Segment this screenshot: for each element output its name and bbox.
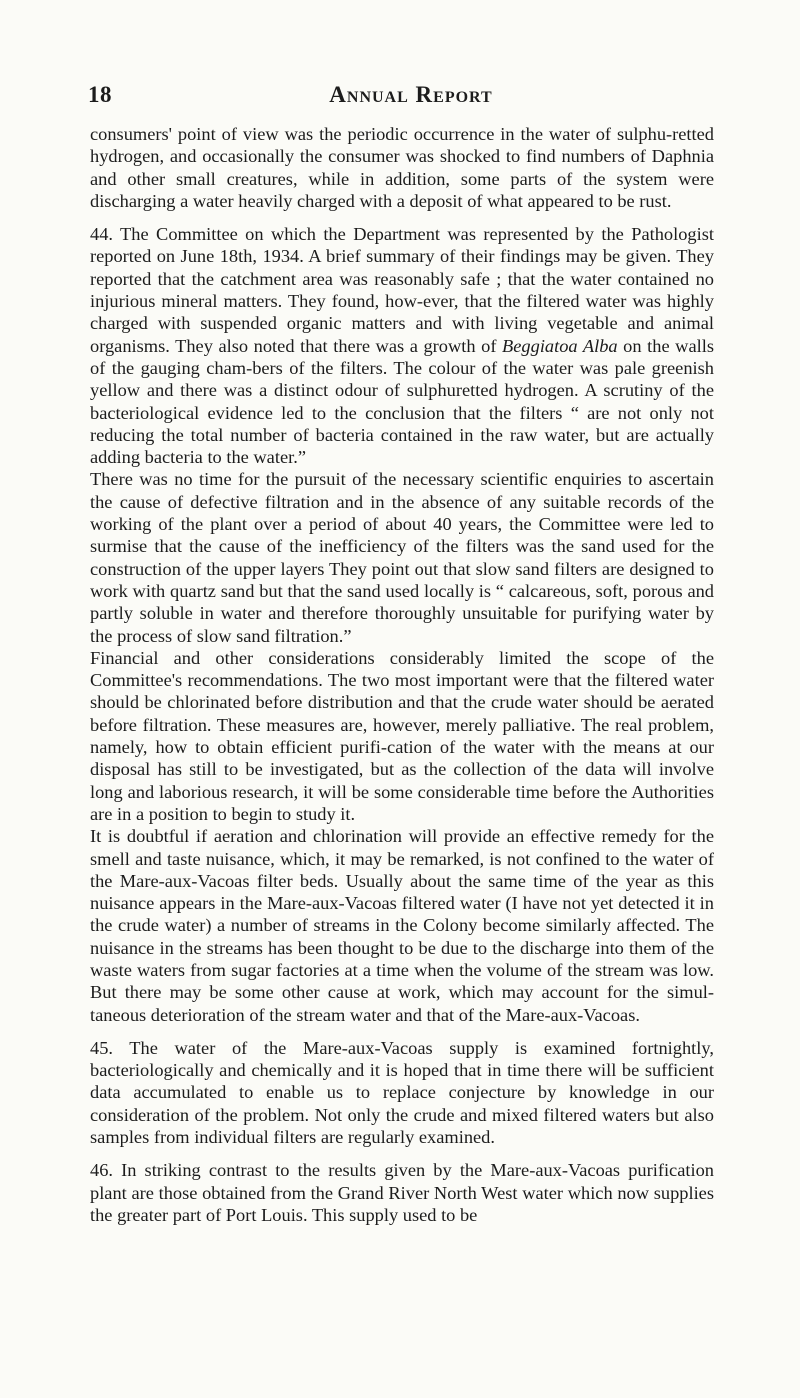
paragraph-44-part-1: 44. The Committee on which the Department was represented by the Pathologist reported on June 18th, 1934. A brief summary of their findings may be given. They reported that the catchment area was reasonably safe ; that the water contained no injurious mineral matters. They found, how-ever, that the filtered water was highly charged with suspended organic matters and with living vegetable and animal organisms. They also noted that there was a growth of <box>90 224 714 356</box>
page-header <box>88 82 714 112</box>
paragraph-continuation: consumers' point of view was the periodic occurrence in the water of sulphu-retted hydrogen, and occasionally the consumer was shocked to find numbers of Daphnia and other small creatures, while in addition, some parts of the system were discharging a water heavily charged with a deposit of what appeared to be rust. <box>90 124 714 211</box>
paragraph-scientific-enquiries: There was no time for the pursuit of the necessary scientific enquiries to ascertain the cause of defective filtration and in the absence of any suitable records of the working of the plant over a period of about 40 years, the Committee were led to surmise that the cause of the inefficiency of the filters was the sand used for the construction of the upper layers They point out that slow sand filters are designed to work with quartz sand but that the sand used locally is “ calcareous, soft, porous and partly soluble in water and therefore thoroughly unsuitable for purifying water by the process of slow sand filtration.” <box>90 469 714 646</box>
paragraph-financial-considerations: Financial and other considerations considerably limited the scope of the Committee's recommendations. The two most important were that the filtered water should be chlorinated before distribution and that the crude water should be aerated before filtration. These measures are, however, merely palliative. The real problem, namely, how to obtain efficient purifi-cation of the water with the means at our disposal has still to be investigated, but as the collection of the data will involve long and laborious research, it will be some considerable time before the Authorities are in a position to begin to study it. <box>90 647 714 824</box>
paragraph-44-part-2: on the walls of the gauging cham-bers of the filters. The colour of the water was pale greenish yellow and there was a distinct odour of sulphuretted hydrogen. A scrutiny of the bacteriological evidence led to the conclusion that the filters “ are not only not reducing the total number of bacteria contained in the raw water, but are actually adding bacteria to the water.” <box>90 335 714 468</box>
organism-name: Beggiatoa Alba <box>502 335 618 356</box>
page-number: 18 <box>88 82 112 107</box>
paragraph-aeration-chlorination: It is doubtful if aeration and chlorination will provide an effective remedy for the smell and taste nuisance, which, it may be remarked, is not confined to the water of the Mare-aux-Vacoas filter beds. Usually about the same time of the year as this nuisance appears in the Mare-aux-Vacoas filtered water (I have not yet detected it in the crude water) a number of streams in the Colony become similarly affected. The nuisance in the streams has been thought to be due to the discharge into them of the waste waters from sugar factories at a time when the volume of the stream was low. But there may be some other cause at work, which may account for the simul-taneous deterioration of the stream water and that of the Mare-aux-Vacoas. <box>90 826 714 1025</box>
report-body <box>90 123 714 1226</box>
running-head: Annual Report <box>329 82 493 107</box>
paragraph-46: 46. In striking contrast to the results given by the Mare-aux-Vacoas purification plant are those obtained from the Grand River North West water which now supplies the greater part of Port Louis. This supply used to be <box>90 1160 714 1225</box>
paragraph-44 <box>90 223 714 468</box>
paragraph-45: 45. The water of the Mare-aux-Vacoas supply is examined fortnightly, bacteriologically and chemically and it is hoped that in time there will be sufficient data accumulated to enable us to replace conjecture by knowledge in our consideration of the problem. Not only the crude and mixed filtered waters but also samples from individual filters are regularly examined. <box>90 1037 714 1148</box>
